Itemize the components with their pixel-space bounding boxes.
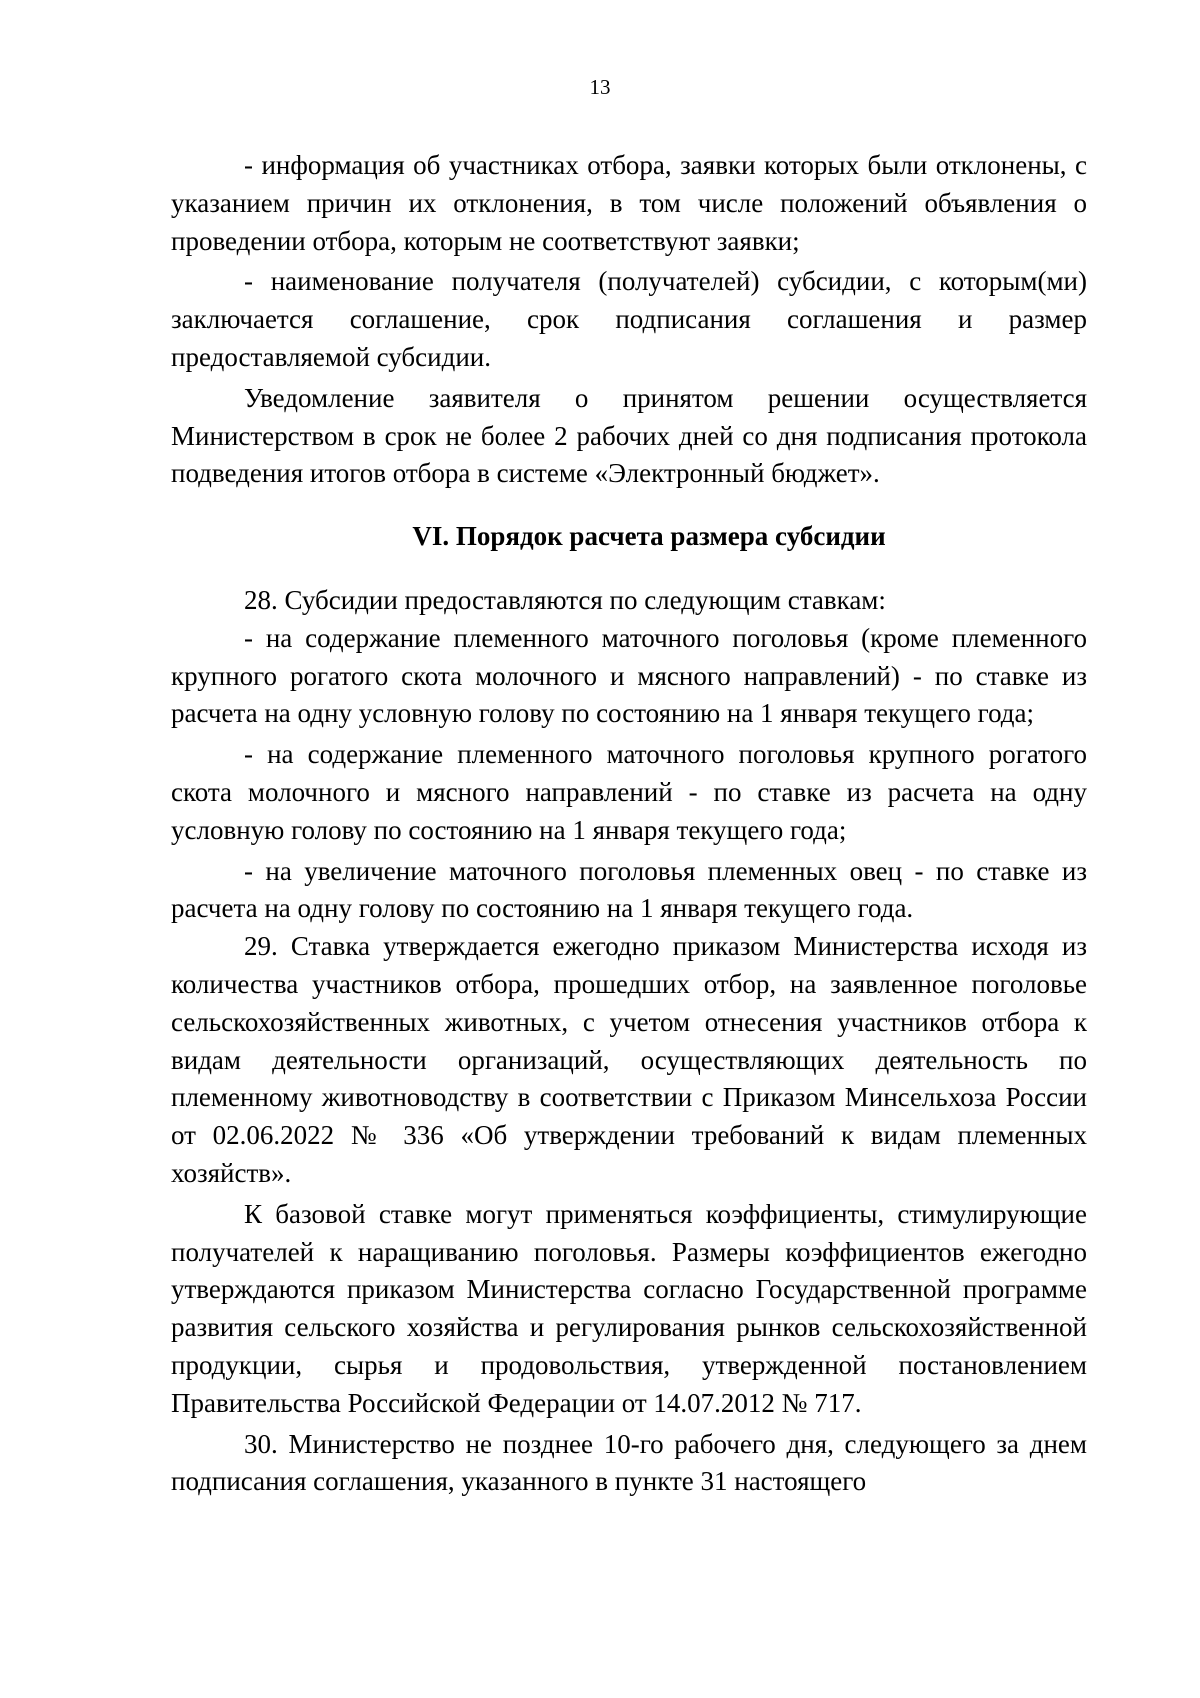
paragraph-rate-sheep: - на увеличение маточного поголовья племенных овец - по ставке из расчета на одну голову по состоянию на 1 января текущего года. [171,855,1087,924]
paragraph-coefficients: К базовой ставке могут применяться коэффициенты, стимулирующие получателей к наращиванию поголовья. Размеры коэффициентов ежегодно утверждаются приказом Министерства согласно Государственной программе развития сельского хозяйства и регулирования рынков сельскохозяйственной продукции, сырья и продовольствия, утвержденной постановлением Правительства Российской Федерации от 14.07.2012 № 717. [171,1198,1087,1418]
paragraph-item-30: 30. Министерство не позднее 10-го рабочего дня, следующего за днем подписания соглашения, указанного в пункте 31 настоящего [171,1428,1087,1497]
section-heading: VI. Порядок расчета размера субсидии [412,521,886,552]
page-number: 13 [589,75,611,99]
paragraph-recipient-name: - наименование получателя (получателей) субсидии, с которым(ми) заключается соглашение, срок подписания соглашения и размер предоставляемой субсидии. [171,266,1087,372]
paragraph-rate-cattle: - на содержание племенного маточного поголовья крупного рогатого скота молочного и мясного направлений - по ставке из расчета на одну условную голову по состоянию на 1 января текущего года; [171,739,1087,845]
paragraph-item-28: 28. Субсидии предоставляются по следующим ставкам: [244,584,886,615]
paragraph-applicant-notice: Уведомление заявителя о принятом решении осуществляется Министерством в срок не более 2 рабочих дней со дня подписания протокола подведения итогов отбора в системе «Электронный бюджет». [171,382,1087,489]
paragraph-rejected-participants: - информация об участниках отбора, заявки которых были отклонены, с указанием причин их отклонения, в том числе положений объявления о проведении отбора, которым не соответствуют заявки; [171,150,1087,256]
paragraph-item-29: 29. Ставка утверждается ежегодно приказом Министерства исходя из количества участников отбора, прошедших отбор, на заявленное поголовье сельскохозяйственных животных, с учетом отнесения участников отбора к видам деятельности организаций, осуществляющих деятельность по племенному животноводству в соответствии с Приказом Минсельхоза России от 02.06.2022 № 336 «Об утверждении требований к видам племенных хозяйств». [171,931,1087,1188]
document-body [171,147,1087,1501]
paragraph-rate-breeding-stock: - на содержание племенного маточного поголовья (кроме племенного крупного рогатого скота молочного и мясного направлений) - по ставке из расчета на одну условную голову по состоянию на 1 января текущего года; [171,622,1087,729]
